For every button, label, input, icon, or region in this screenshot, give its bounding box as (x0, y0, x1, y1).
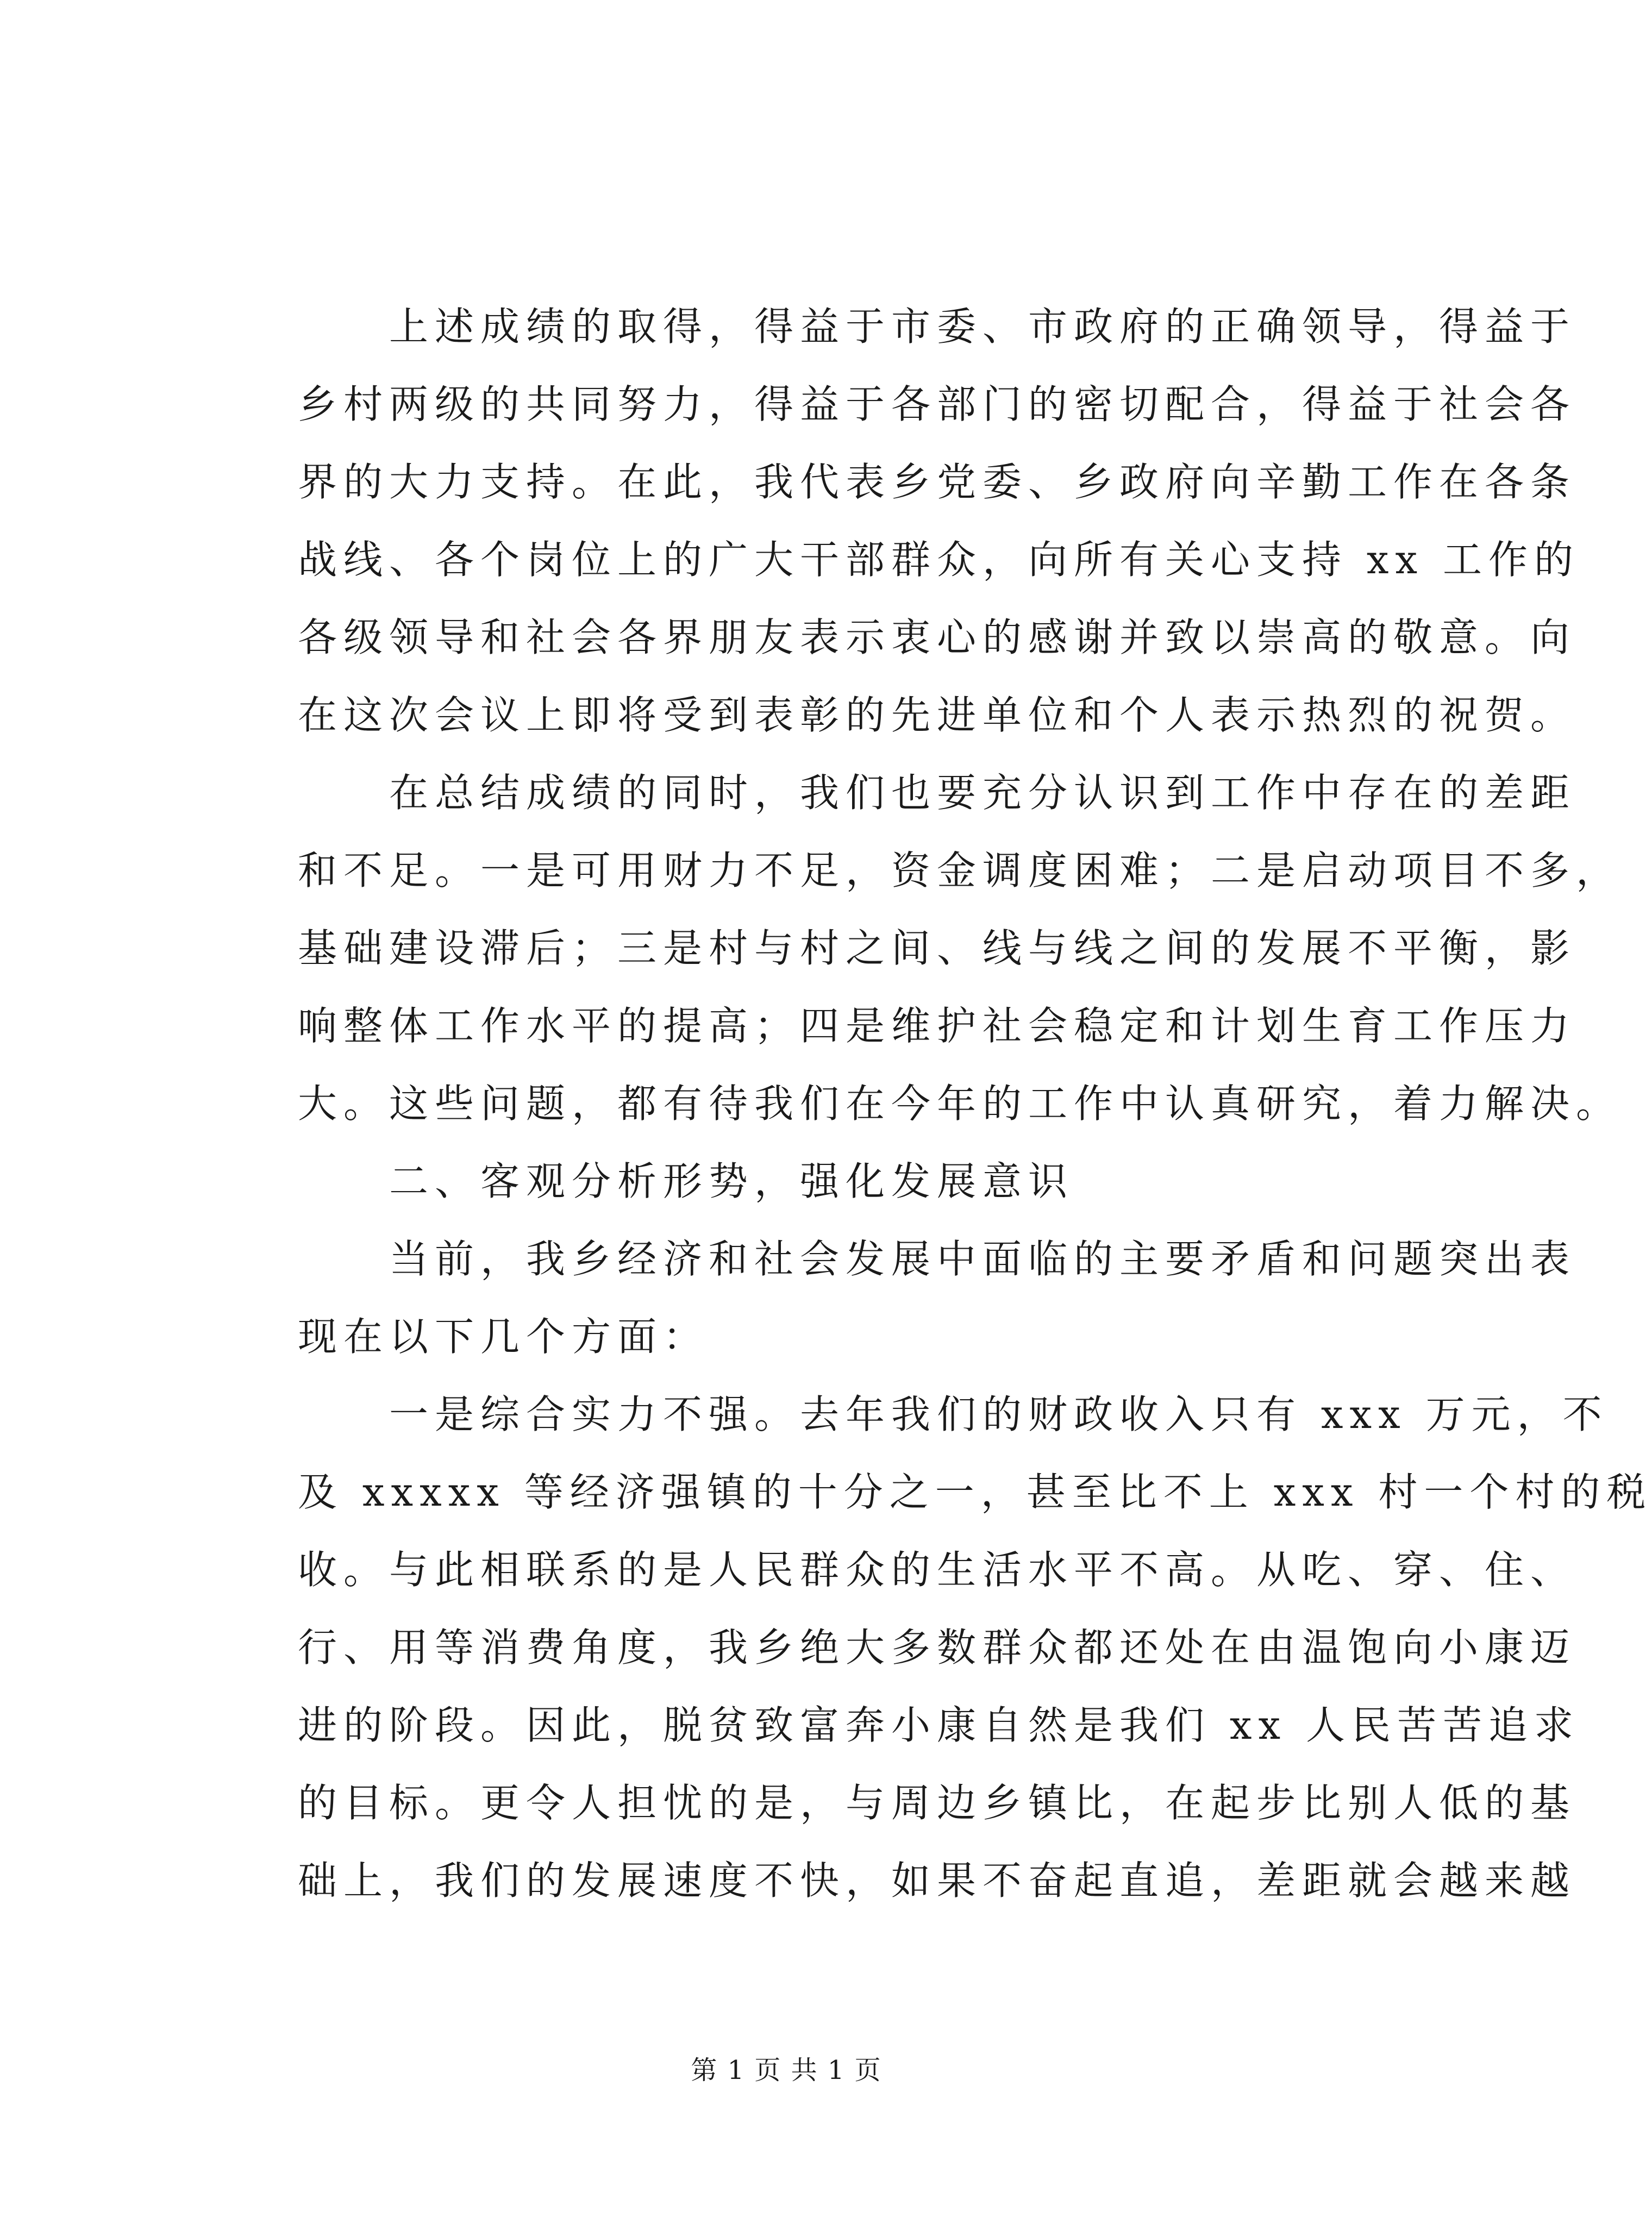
page-footer (0, 2054, 1573, 2087)
text-line: 响整体工作水平的提高；四是维护社会稳定和计划生育工作压力 (298, 1003, 1576, 1049)
text-line: 乡村两级的共同努力，得益于各部门的密切配合，得益于社会各 (298, 381, 1576, 427)
text-line: 战线、各个岗位上的广大干部群众，向所有关心支持 xx 工作的 (298, 537, 1580, 582)
text-line: 及 xxxxx 等经济强镇的十分之一，甚至比不上 xxx 村一个村的税 (298, 1469, 1652, 1515)
text-line: 础上，我们的发展速度不快，如果不奋起直追，差距就会越来越 (298, 1858, 1576, 1903)
text-line: 各级领导和社会各界朋友表示衷心的感谢并致以崇高的敬意。向 (298, 615, 1576, 660)
text-line: 上述成绩的取得，得益于市委、市政府的正确领导，得益于 (298, 304, 1576, 349)
text-line: 和不足。一是可用财力不足，资金调度困难；二是启动项目不多， (298, 848, 1622, 893)
text-line: 的目标。更令人担忧的是，与周边乡镇比，在起步比别人低的基 (298, 1780, 1576, 1826)
text-line: 一是综合实力不强。去年我们的财政收入只有 xxx 万元，不 (298, 1392, 1609, 1437)
text-line: 当前，我乡经济和社会发展中面临的主要矛盾和问题突出表 (298, 1236, 1576, 1282)
page-number: 第 1 页 共 1 页 (691, 2055, 882, 2085)
text-line: 界的大力支持。在此，我代表乡党委、乡政府向辛勤工作在各条 (298, 459, 1576, 505)
section-heading: 二、客观分析形势，强化发展意识 (298, 1158, 1074, 1204)
text-line: 收。与此相联系的是人民群众的生活水平不高。从吃、穿、住、 (298, 1547, 1576, 1593)
text-line: 基础建设滞后；三是村与村之间、线与线之间的发展不平衡，影 (298, 925, 1576, 971)
text-line: 现在以下几个方面： (298, 1314, 709, 1360)
document-body (298, 288, 1652, 1920)
text-line: 行、用等消费角度，我乡绝大多数群众都还处在由温饱向小康迈 (298, 1625, 1576, 1670)
text-line: 在这次会议上即将受到表彰的先进单位和个人表示热烈的祝贺。 (298, 692, 1576, 738)
text-line: 大。这些问题，都有待我们在今年的工作中认真研究，着力解决。 (298, 1081, 1622, 1126)
text-line: 进的阶段。因此，脱贫致富奔小康自然是我们 xx 人民苦苦追求 (298, 1702, 1580, 1748)
text-line: 在总结成绩的同时，我们也要充分认识到工作中存在的差距 (298, 770, 1576, 816)
